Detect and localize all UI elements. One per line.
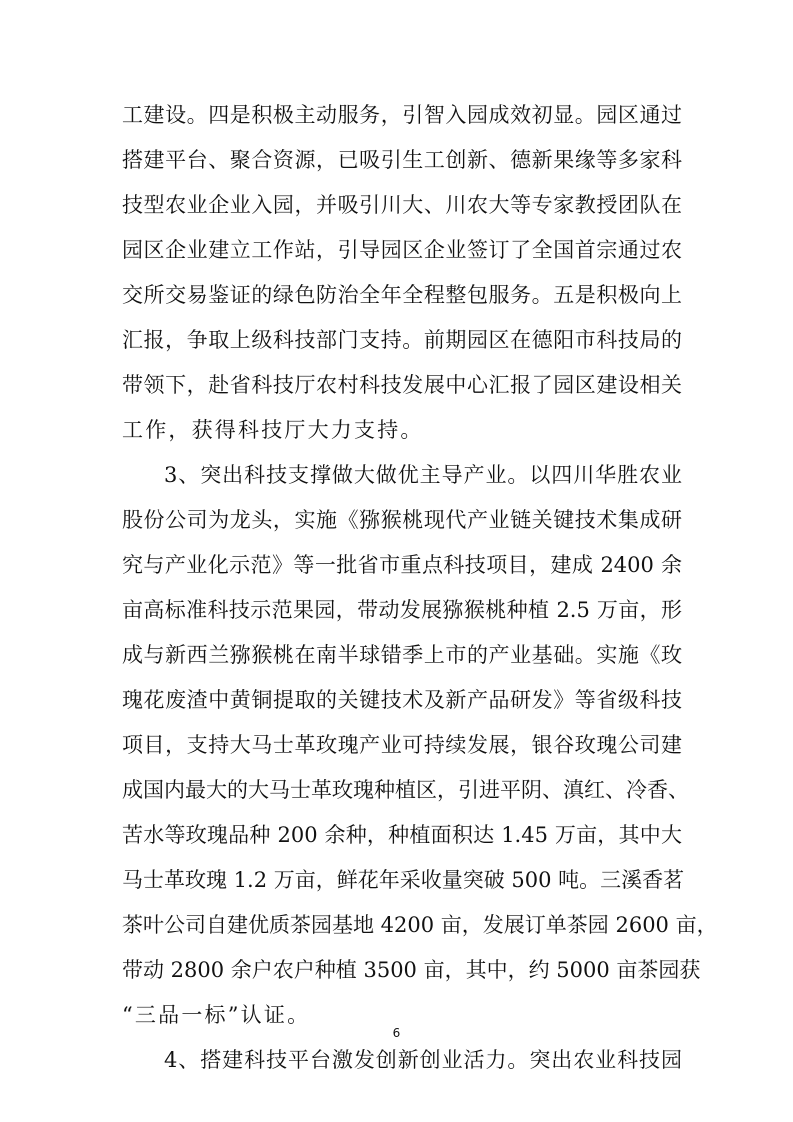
text-line: 交所交易鉴证的绿色防治全年全程整包服务。五是积极向上 (122, 283, 682, 307)
text-line: 带领下，赴省科技厅农村科技发展中心汇报了园区建设相关 (122, 373, 682, 397)
text-line: 瑰花废渣中黄铜提取的关键技术及新产品研发》等省级科技 (122, 688, 682, 712)
text-line: 项目，支持大马士革玫瑰产业可持续发展，银谷玫瑰公司建 (122, 733, 682, 757)
paragraph-heading-4: 4、搭建科技平台激发创新创业活力。突出农业科技园 (164, 1048, 682, 1072)
page-number: 6 (392, 1026, 401, 1040)
text-line: 马士革玫瑰 1.2 万亩，鲜花年采收量突破 500 吨。三溪香茗 (122, 868, 685, 892)
text-line: 园区企业建立工作站，引导园区企业签订了全国首宗通过农 (122, 238, 682, 262)
text-line: 成国内最大的大马士革玫瑰种植区，引进平阴、滇红、冷香、 (122, 778, 689, 802)
text-line: 股份公司为龙头，实施《猕猴桃现代产业链关键技术集成研 (122, 508, 682, 532)
text-line: 技型农业企业入园，并吸引川大、川农大等专家教授团队在 (122, 193, 682, 217)
text-line: 工建设。四是积极主动服务，引智入园成效初显。园区通过 (122, 103, 682, 127)
text-line: 茶叶公司自建优质茶园基地 4200 亩，发展订单茶园 2600 亩， (122, 913, 718, 937)
text-line: 成与新西兰猕猴桃在南半球错季上市的产业基础。实施《玫 (122, 643, 682, 667)
text-line: 苦水等玫瑰品种 200 余种，种植面积达 1.45 万亩，其中大 (122, 823, 682, 847)
text-line: 亩高标准科技示范果园，带动发展猕猴桃种植 2.5 万亩，形 (122, 598, 682, 622)
text-line: 带动 2800 余户农户种植 3500 亩，其中，约 5000 亩茶园获 (122, 958, 701, 982)
text-line: 工作，获得科技厅大力支持。 (122, 418, 424, 442)
text-line: “三品一标”认证。 (122, 1003, 311, 1027)
text-line: 汇报，争取上级科技部门支持。前期园区在德阳市科技局的 (122, 328, 682, 352)
text-line: 搭建平台、聚合资源，已吸引生工创新、德新果缘等多家科 (122, 148, 682, 172)
paragraph-heading-3: 3、突出科技支撑做大做优主导产业。以四川华胜农业 (164, 463, 682, 487)
text-line: 究与产业化示范》等一批省市重点科技项目，建成 2400 余 (122, 553, 682, 577)
